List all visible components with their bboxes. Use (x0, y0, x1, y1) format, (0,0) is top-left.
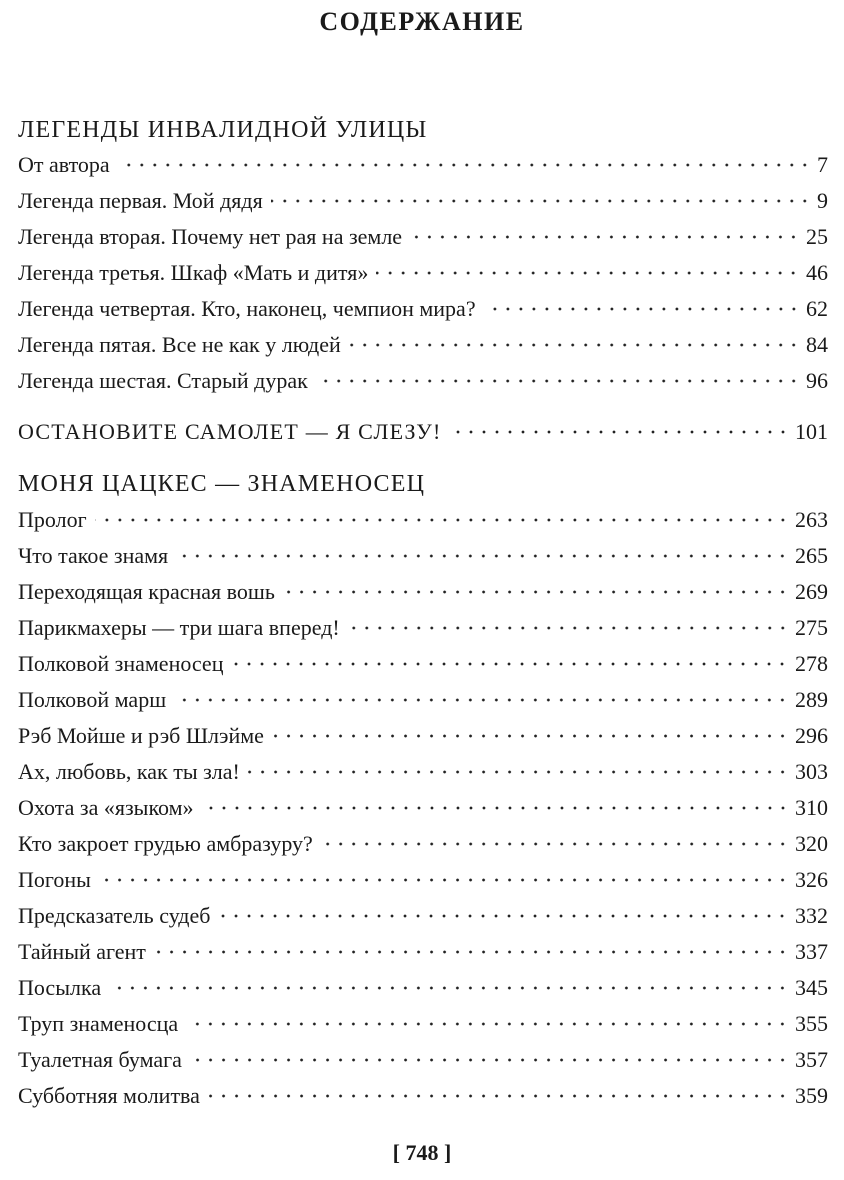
entry-page-number: 9 (817, 188, 828, 213)
toc-entry[interactable] (18, 363, 828, 399)
entry-title: Легенда первая. Мой дядя (18, 188, 263, 213)
dot-leader (484, 296, 800, 318)
entry-title: Туалетная бумага (18, 1047, 182, 1072)
dot-leader (376, 260, 800, 282)
entry-page-number: 310 (795, 795, 828, 820)
entry-title: Полковой марш (18, 687, 167, 712)
section-heading: ЛЕГЕНДЫ ИНВАЛИДНОЙ УЛИЦЫ (18, 117, 428, 143)
dot-leader (190, 1047, 789, 1069)
dot-leader (272, 723, 789, 745)
entry-page-number: 265 (795, 543, 828, 568)
entry-page-number: 46 (806, 260, 828, 285)
toc-entry[interactable] (18, 646, 828, 682)
entry-page-number: 296 (795, 723, 828, 748)
entry-title: Легенда вторая. Почему нет рая на земле (18, 224, 403, 249)
entry-title: Переходящая красная вошь (18, 579, 275, 604)
entry-page-number: 84 (806, 332, 828, 357)
section-list (18, 147, 828, 399)
entry-title: Охота за «языком» (18, 795, 194, 820)
dot-leader (174, 687, 789, 709)
entry-title: Ах, любовь, как ты зла! (18, 759, 240, 784)
entry-title: Труп знаменосца (18, 1011, 179, 1036)
page-title: СОДЕРЖАНИЕ (319, 7, 525, 36)
dot-leader (208, 1083, 789, 1105)
entry-title: Тайный агент (18, 939, 146, 964)
dot-leader (271, 188, 811, 210)
entry-title: Что такое знамя (18, 543, 169, 568)
toc-entry[interactable] (18, 862, 828, 898)
dot-leader (283, 579, 789, 601)
entry-page-number: 320 (795, 831, 828, 856)
entry-page-number: 96 (806, 368, 828, 393)
dot-leader (176, 543, 789, 565)
entry-page-number: 269 (795, 579, 828, 604)
toc-section-entry[interactable] (18, 414, 828, 450)
dot-leader (154, 939, 789, 961)
entry-title: Парикмахеры — три шага вперед! (18, 615, 340, 640)
toc-entry[interactable] (18, 147, 828, 183)
entry-title: Пролог (18, 507, 87, 532)
toc-entry[interactable] (18, 970, 828, 1006)
entry-page-number: 357 (795, 1047, 828, 1072)
entry-page-number: 275 (795, 615, 828, 640)
dot-leader (450, 419, 790, 441)
dot-leader (218, 903, 789, 925)
entry-page-number: 263 (795, 507, 828, 532)
dot-leader (316, 368, 800, 390)
entry-title: Легенда пятая. Все не как у людей (18, 332, 341, 357)
toc-entry[interactable] (18, 610, 828, 646)
toc-entry[interactable] (18, 291, 828, 327)
entry-title: Легенда четвертая. Кто, наконец, чемпион мира? (18, 296, 476, 321)
entry-page-number: 101 (795, 419, 828, 444)
toc-entry[interactable] (18, 718, 828, 754)
entry-title: Легенда третья. Шкаф «Мать и дитя» (18, 260, 369, 285)
dot-leader (186, 1011, 789, 1033)
toc-entry[interactable] (18, 790, 828, 826)
entry-page-number: 289 (795, 687, 828, 712)
entry-page-number: 25 (806, 224, 828, 249)
toc-entry[interactable] (18, 574, 828, 610)
entry-page-number: 359 (795, 1083, 828, 1108)
dot-leader (99, 867, 789, 889)
toc-entry[interactable] (18, 898, 828, 934)
entry-page-number: 337 (795, 939, 828, 964)
entry-page-number: 278 (795, 651, 828, 676)
entry-page-number: 62 (806, 296, 828, 321)
entry-page-number: 332 (795, 903, 828, 928)
toc-entry[interactable] (18, 826, 828, 862)
toc-entry[interactable] (18, 934, 828, 970)
entry-title: Посылка (18, 975, 102, 1000)
toc-entry[interactable] (18, 502, 828, 538)
toc-entry[interactable] (18, 183, 828, 219)
dot-leader (410, 224, 800, 246)
toc-entry[interactable] (18, 682, 828, 718)
entry-title: Легенда шестая. Старый дурак (18, 368, 308, 393)
dot-leader (109, 975, 789, 997)
entry-title: Предсказатель судеб (18, 903, 211, 928)
toc-entry[interactable] (18, 754, 828, 790)
toc-entry[interactable] (18, 1042, 828, 1078)
entry-title: Погоны (18, 867, 91, 892)
toc-entry[interactable] (18, 327, 828, 363)
entry-page-number: 355 (795, 1011, 828, 1036)
toc-entry[interactable] (18, 219, 828, 255)
dot-leader (95, 507, 789, 529)
toc-entry[interactable] (18, 538, 828, 574)
dot-leader (349, 332, 800, 354)
dot-leader (202, 795, 789, 817)
entry-page-number: 345 (795, 975, 828, 1000)
dot-leader (231, 651, 789, 673)
entry-page-number: 7 (817, 152, 828, 177)
entry-page-number: 303 (795, 759, 828, 784)
section-heading: МОНЯ ЦАЦКЕС — ЗНАМЕНОСЕЦ (18, 471, 426, 497)
dot-leader (321, 831, 789, 853)
dot-leader (348, 615, 789, 637)
entry-title: Субботняя молитва (18, 1083, 200, 1108)
page-number-footer: [ 748 ] (392, 1140, 452, 1165)
entry-page-number: 326 (795, 867, 828, 892)
toc-entry[interactable] (18, 1078, 828, 1114)
dot-leader (118, 152, 811, 174)
entry-title: Кто закроет грудью амбразуру? (18, 831, 313, 856)
dot-leader (248, 759, 789, 781)
entry-title: Рэб Мойше и рэб Шлэйме (18, 723, 264, 748)
section-heading: ОСТАНОВИТЕ САМОЛЕТ — Я СЛЕЗУ! (18, 419, 442, 444)
entry-title: От автора (18, 152, 110, 177)
entry-title: Полковой знаменосец (18, 651, 224, 676)
toc-entry[interactable] (18, 255, 828, 291)
section-list (18, 502, 828, 1114)
toc-entry[interactable] (18, 1006, 828, 1042)
